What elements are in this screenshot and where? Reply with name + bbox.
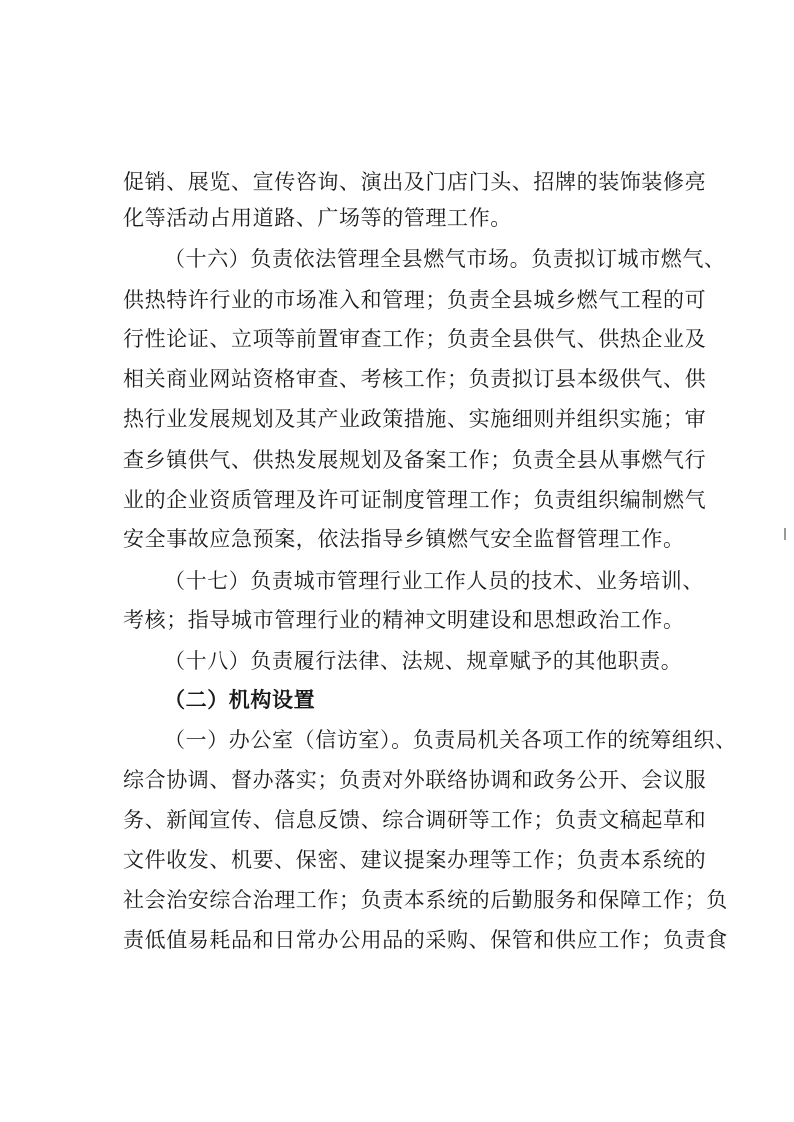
body-text-line: 安全事故应急预案，依法指导乡镇燃气安全监督管理工作。	[123, 527, 685, 551]
body-text-line: （一）办公室（信访室）。负责局机关各项工作的统筹组织、	[164, 728, 737, 752]
body-text-line: （十八）负责履行法律、法规、规章赋予的其他职责。	[164, 649, 683, 673]
section-heading: （二）机构设置	[164, 688, 316, 712]
body-text-line: （十六）负责依法管理全县燃气市场。负责拟订城市燃气、	[164, 247, 726, 271]
body-text-line: 业的企业资质管理及许可证制度管理工作；负责组织编制燃气	[123, 488, 707, 512]
body-text-line: 热行业发展规划及其产业政策措施、实施细则并组织实施；审	[123, 407, 707, 431]
body-text-line: 行性论证、立项等前置审查工作；负责全县供气、供热企业及	[123, 327, 707, 351]
body-text-line: 综合协调、督办落实；负责对外联络协调和政务公开、会议服	[123, 768, 707, 792]
body-text-line: 考核；指导城市管理行业的精神文明建设和思想政治工作。	[123, 608, 685, 632]
body-text-line: 化等活动占用道路、广场等的管理工作。	[123, 206, 512, 230]
body-text-line: （十七）负责城市管理行业工作人员的技术、业务培训、	[164, 569, 704, 593]
body-text-line: 责低值易耗品和日常办公用品的采购、保管和供应工作；负责食	[123, 928, 728, 952]
body-text-line: 文件收发、机要、保密、建议提案办理等工作；负责本系统的	[123, 848, 707, 872]
body-text-line: 促销、展览、宣传咨询、演出及门店门头、招牌的装饰装修亮	[123, 170, 707, 194]
scan-edge-mark	[784, 528, 786, 540]
body-text-line: 查乡镇供气、供热发展规划及备案工作；负责全县从事燃气行	[123, 448, 707, 472]
body-text-line: 务、新闻宣传、信息反馈、综合调研等工作；负责文稿起草和	[123, 808, 707, 832]
body-text-line: 社会治安综合治理工作；负责本系统的后勤服务和保障工作；负	[123, 888, 728, 912]
body-text-line: 相关商业网站资格审查、考核工作；负责拟订县本级供气、供	[123, 367, 707, 391]
body-text-line: 供热特许行业的市场准入和管理；负责全县城乡燃气工程的可	[123, 288, 707, 312]
